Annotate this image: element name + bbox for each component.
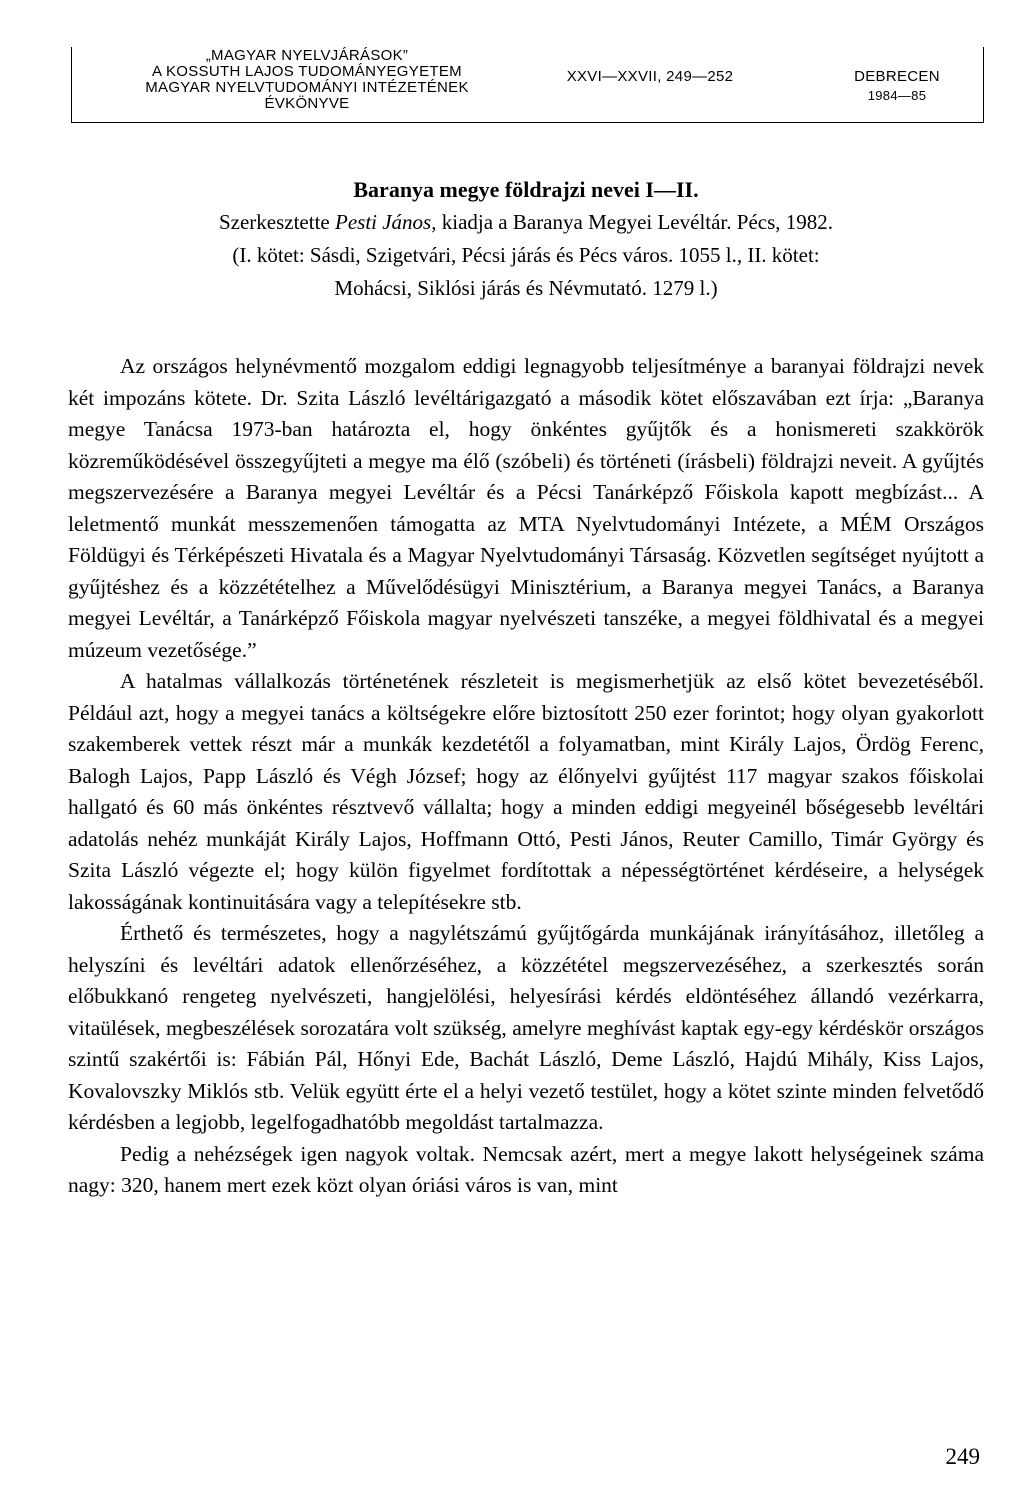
review-bibliography bbox=[100, 173, 952, 305]
paragraph: Érthető és természetes, hogy a nagylétszámú gyűjtőgárda munkájának irányításához, illetőleg a helyszíni és levéltári adatok ellenőrzéséhez, a közzététel megszervezéséhez, a szerkesztés során előbukkanó rengeteg nyelvészeti, hangjelölési, helyesírási kérdés eldöntéséhez állandó vezérkarra, vitaülések, megbeszélések sorozatára volt szükség, amelyre meghívást kaptak egy-egy kérdéskör országos szintű szakértői is: Fábián Pál, Hőnyi Ede, Bachát László, Deme László, Hajdú Mihály, Kiss Lajos, Kovalovszky Miklós stb. Velük együtt érte el a helyi vezető testület, hogy a kötet szinte minden felvetődő kérdésben a legjobb, legelfogadhatóbb megoldást tartalmazza. bbox=[68, 921, 984, 1134]
article-body bbox=[68, 351, 984, 1202]
volume-info-1: (I. kötet: Sásdi, Szigetvári, Pécsi járás és Pécs város. 1055 l., II. kötet: bbox=[232, 243, 820, 267]
place-year bbox=[812, 67, 982, 105]
years: 1984—85 bbox=[867, 88, 927, 103]
volume-info-2: Mohácsi, Siklósi járás és Névmutató. 1279 l.) bbox=[334, 276, 718, 300]
volume-pages: XXVI—XXVII, 249—252 bbox=[566, 68, 734, 85]
book-editor-line bbox=[100, 206, 952, 239]
editor-name: Pesti János, bbox=[335, 210, 437, 234]
journal-name bbox=[72, 48, 542, 112]
header-line: ÉVKÖNYVE bbox=[264, 95, 350, 112]
page-number: 249 bbox=[945, 1444, 980, 1469]
paragraph: Pedig a nehézségek igen nagyok voltak. Nemcsak azért, mert a megye lakott helységeinek száma nagy: 320, hanem mert ezek közt olyan óriási város is van, mint bbox=[68, 1141, 984, 1197]
header-line: MAGYAR NYELVTUDOMÁNYI INTÉZETÉNEK bbox=[145, 79, 469, 96]
paragraph: A hatalmas vállalkozás történetének részleteit is megismerhetjük az első kötet bevezetéséből. Például azt, hogy a megyei tanács a költségekre előre biztosított 250 ezer forintot; hogy olyan gyakorlott szakemberek vettek részt már a munkák kezdetétől a folyamatban, mint Király Lajos, Ördög Ferenc, Balogh Lajos, Papp László és Végh József; hogy az élőnyelvi gyűjtést 117 magyar szakos főiskolai hallgató és 60 más önkéntes résztvevő vállalta; hogy a minden eddigi megyeinél bőségesebb levéltári adatolás nehéz munkáját Király Lajos, Hoffmann Ottó, Pesti János, Reuter Camillo, Timár György és Szita László végezte el; hogy külön figyelmet fordítottak a népességtörténet kérdéseire, a helységek lakosságának kontinuitására vagy a telepítésekre stb. bbox=[68, 669, 984, 914]
paragraph: Az országos helynévmentő mozgalom eddigi legnagyobb teljesítménye a baranyai földrajzi nevek két impozáns kötete. Dr. Szita László levéltárigazgató a második kötet előszavában ezt írja: „Baranya megye Tanácsa 1973-ban határozta el, hogy önkéntes gyűjtők és a honismereti szakkörök közreműködésével összegyűjteti a megye ma élő (szóbeli) és történeti (írásbeli) földrajzi neveit. A gyűjtés megszervezésére a Baranya megyei Levéltár és a Pécsi Tanárképző Főiskola kapott megbízást... A leletmentő munkát messzemenően támogatta az MTA Nyelvtudományi Intézete, a MÉM Országos Földügyi és Térképészeti Hivatala és a Magyar Nyelvtudományi Társaság. Közvetlen segítséget nyújtott a gyűjtéshez és a közzétételhez a Művelődésügyi Minisztérium, a Baranya megyei Tanács, a Baranya megyei Levéltár, a Tanárképző Főiskola magyar nyelvészeti tanszéke, a megyei földhivatal és a megyei múzeum vezetősége.” bbox=[68, 354, 984, 662]
city: DEBRECEN bbox=[854, 68, 940, 85]
book-title: Baranya megye földrajzi nevei I—II. bbox=[353, 177, 699, 202]
header-line: „MAGYAR NYELVJÁRÁSOK” bbox=[205, 47, 409, 64]
journal-header bbox=[71, 47, 984, 123]
editor-prefix: Szerkesztette bbox=[218, 210, 335, 234]
publisher: kiadja a Baranya Megyei Levéltár. Pécs, 1982. bbox=[436, 210, 834, 234]
header-line: A KOSSUTH LAJOS TUDOMÁNYEGYETEM bbox=[152, 63, 462, 80]
